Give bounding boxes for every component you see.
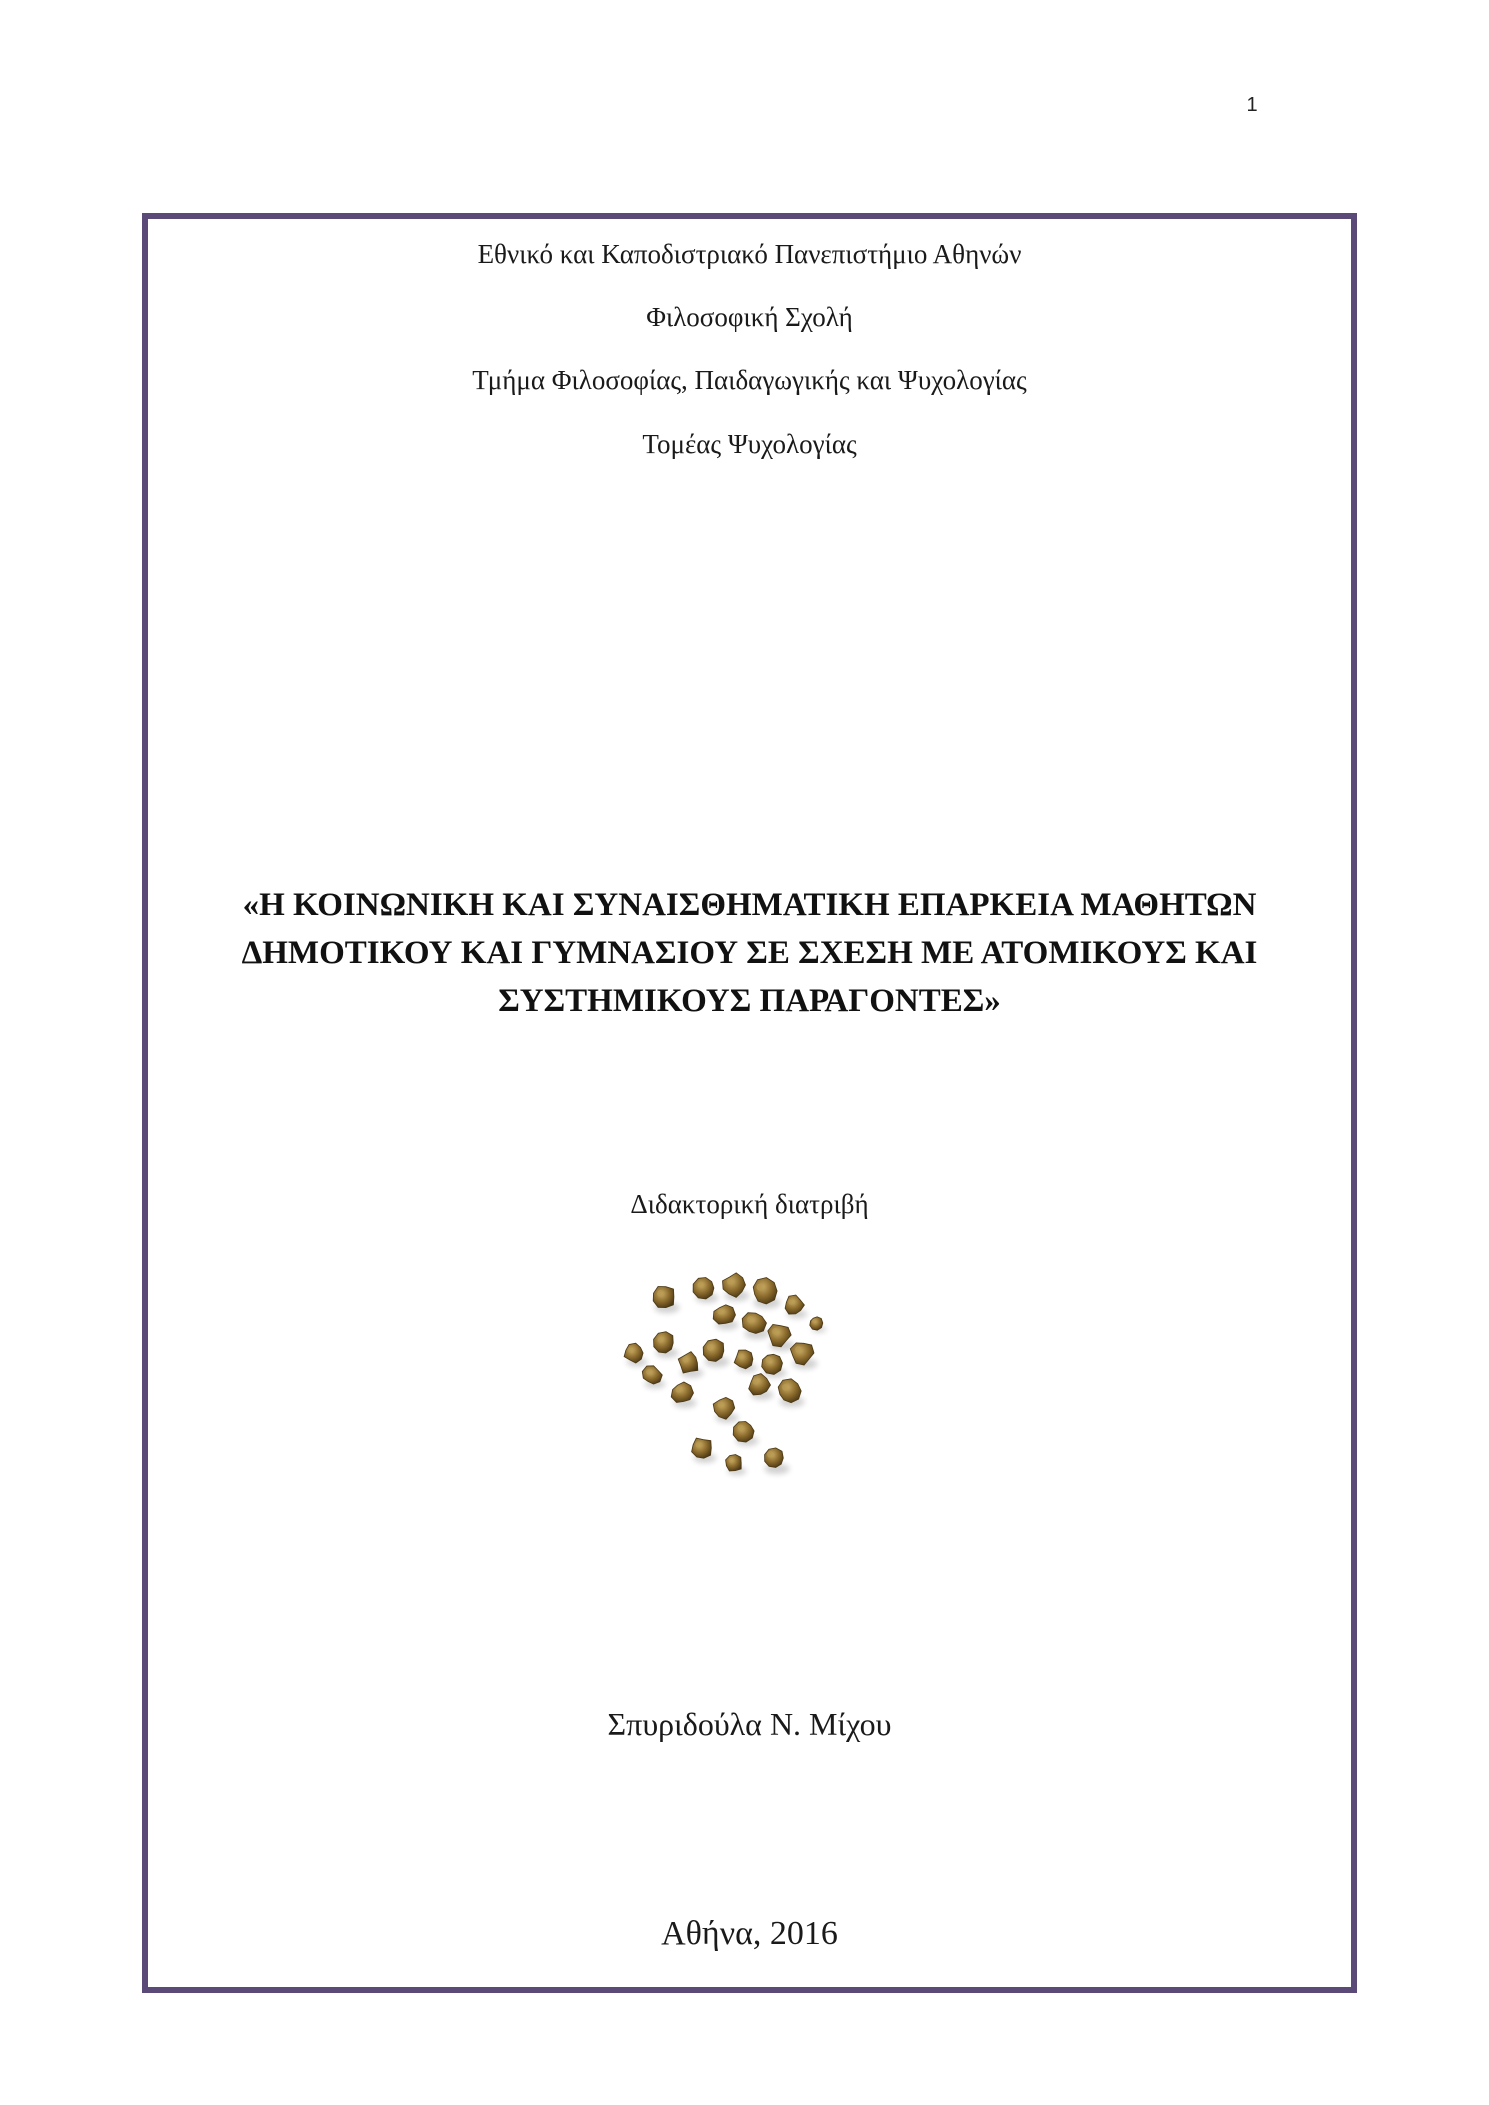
granule-highlight <box>738 1353 744 1359</box>
granule-highlight <box>767 1451 774 1458</box>
granule <box>703 1339 724 1361</box>
thesis-title <box>148 881 1351 1025</box>
granule-highlight <box>646 1369 652 1375</box>
granule <box>653 1287 674 1308</box>
granule <box>810 1317 823 1330</box>
document-type: Διδακτορική διατριβή <box>630 1189 869 1219</box>
granule-highlight <box>683 1357 689 1363</box>
granule-highlight <box>698 1282 704 1288</box>
granule <box>654 1332 674 1353</box>
granule-highlight <box>738 1425 744 1431</box>
granule-highlight <box>696 1442 702 1448</box>
thesis-title-line-3: ΣΥΣΤΗΜΙΚΟΥΣ ΠΑΡΑΓΟΝΤΕΣ» <box>498 983 1001 1019</box>
granule-highlight <box>657 1290 664 1297</box>
university-name: Εθνικό και Καποδιστριακό Πανεπιστήμιο Αθηνών <box>477 239 1022 269</box>
granule-highlight <box>812 1319 816 1323</box>
granule-highlight <box>718 1309 724 1315</box>
sector-name: Τομέας Ψυχολογίας <box>642 429 857 459</box>
thesis-title-line-2: ΔΗΜΟΤΙΚΟΥ ΚΑΙ ΓΥΜΝΑΣΙΟΥ ΣΕ ΣΧΕΣΗ ΜΕ ΑΤΟΜΙΚΟΥΣ ΚΑΙ <box>241 935 1258 971</box>
granule-highlight <box>756 1283 763 1290</box>
granule <box>726 1455 742 1472</box>
granule <box>742 1313 766 1334</box>
granule-highlight <box>707 1344 714 1351</box>
granule <box>678 1352 698 1373</box>
granules-illustration <box>594 1243 911 1533</box>
granule <box>734 1350 753 1369</box>
granule-highlight <box>628 1347 634 1353</box>
granule <box>733 1422 754 1443</box>
author-name: Σπυριδούλα Ν. Μίχου <box>607 1706 892 1742</box>
granule-highlight <box>658 1337 664 1343</box>
granule-highlight <box>729 1458 734 1463</box>
granule <box>693 1278 714 1299</box>
page-number: 1 <box>1246 94 1258 116</box>
place-and-date: Αθήνα, 2016 <box>661 1915 838 1952</box>
thesis-title-line-1: «Η ΚΟΙΝΩΝΙΚΗ ΚΑΙ ΣΥΝΑΙΣΘΗΜΑΤΙΚΗ ΕΠΑΡΚΕΙΑ ΜΑΘΗΤΩΝ <box>242 887 1257 923</box>
granule <box>762 1354 783 1374</box>
granule-highlight <box>727 1278 734 1285</box>
granule-highlight <box>676 1387 682 1393</box>
department-name: Τμήμα Φιλοσοφίας, Παιδαγωγικής και Ψυχολογίας <box>472 365 1027 395</box>
granule <box>642 1366 662 1384</box>
granule-highlight <box>772 1328 779 1335</box>
granule-highlight <box>766 1357 772 1363</box>
cover-frame <box>142 213 1357 1993</box>
granule <box>624 1343 643 1363</box>
granule-highlight <box>782 1384 789 1391</box>
granule-highlight <box>718 1402 724 1408</box>
granule-highlight <box>788 1299 794 1305</box>
granule <box>765 1448 784 1468</box>
granule <box>671 1382 693 1402</box>
school-name: Φιλοσοφική Σχολή <box>646 302 853 332</box>
granule-highlight <box>747 1316 754 1323</box>
granule-highlight <box>753 1379 759 1385</box>
granule <box>713 1305 735 1324</box>
granule <box>692 1438 712 1458</box>
granule-highlight <box>795 1346 802 1353</box>
